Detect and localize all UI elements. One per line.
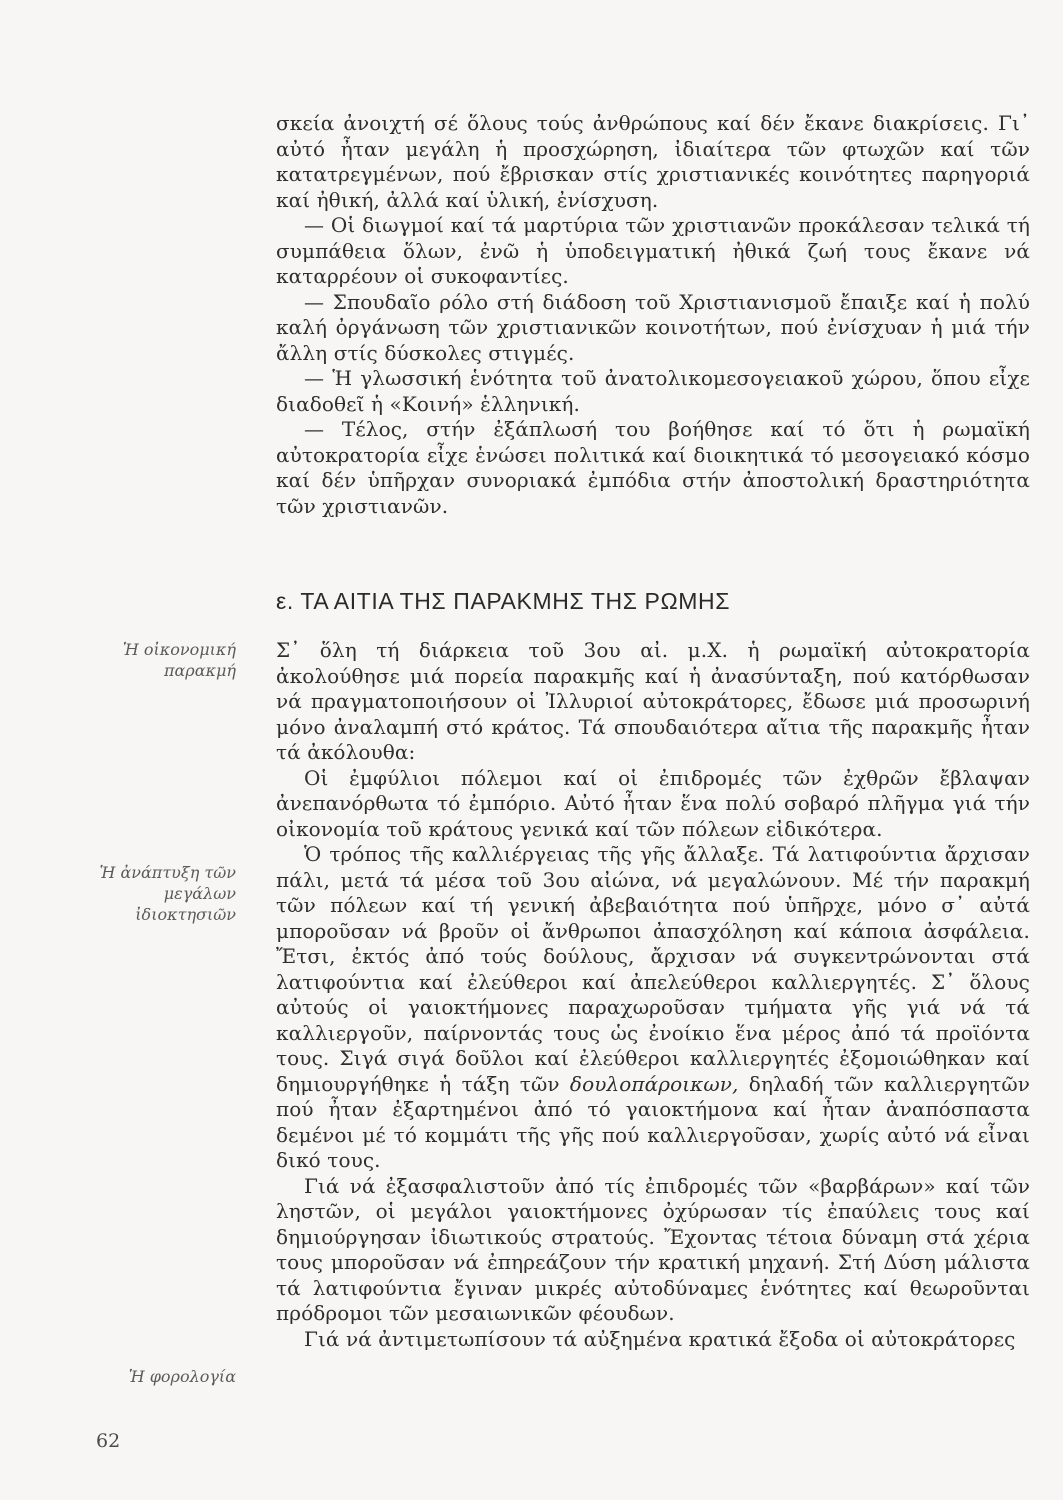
paragraph: Γιά νά ἐξασφαλιστοῦν ἀπό τίς ἐπιδρομές τῶν «βαρβάρων» καί τῶν ληστῶν, οἱ μεγάλοι γαιοκτήμονες ὀχύρωσαν τίς ἐπαύλεις τους καί δημιούργησαν ἰδιωτικούς στρατούς. Ἔχοντας τέτοια δύναμη στά χέρια τους μποροῦσαν νά ἐπηρεάζουν τήν κρατική μηχανή. Στή Δύση μάλιστα τά λατιφούντια ἔγιναν μικρές αὐτοδύναμες ἑνότητες καί θεωροῦνται πρόδρομοι τῶν μεσαιωνικῶν φέουδων. — [276, 1173, 1030, 1325]
page-number: 62 — [96, 1430, 121, 1452]
paragraph: — Τέλος, στήν ἐξάπλωσή του βοήθησε καί τό ὅτι ἡ ρωμαϊκή αὐτοκρατορία εἶχε ἑνώσει πολιτικά καί διοικητικά τό μεσογειακό κόσμο καί δέν ὑπῆρχαν συνοριακά ἐμπόδια στήν ἀποστολική δραστηριότητα τῶν χριστιανῶν. — [276, 417, 1030, 518]
section-heading: ε. ΤΑ ΑΙΤΙΑ ΤΗΣ ΠΑΡΑΚΜΗΣ ΤΗΣ ΡΩΜΗΣ — [276, 588, 731, 614]
top-text-block — [276, 111, 1030, 519]
paragraph: — Οἱ διωγμοί καί τά μαρτύρια τῶν χριστιανῶν προκάλεσαν τελικά τή συμπάθεια ὅλων, ἐνῶ ἡ ὑποδειγματική ἠθικά ζωή τους ἔκανε νά καταρρέουν οἱ συκοφαντίες. — [276, 213, 1030, 288]
paragraph — [276, 842, 1030, 1174]
margin-note-large-estates: Ἡ ἀνάπτυξη τῶν μεγάλων ἰδιοκτησιῶν — [99, 863, 236, 924]
main-text-block — [276, 638, 1030, 1352]
paragraph: Γιά νά ἀντιμετωπίσουν τά αὐξημένα κρατικά ἔξοδα οἱ αὐτοκράτορες — [304, 1326, 1016, 1351]
italic-term: δουλοπάροικων, — [569, 1071, 739, 1096]
paragraph-text: Ὁ τρόπος τῆς καλλιέργειας τῆς γῆς ἄλλαξε. Τά λατιφούντια ἄρχισαν πάλι, μετά τά μέσα τοῦ 3ου αἰώνα, νά μεγαλώνουν. Μέ τήν παρακμή τῶν πόλεων καί τή γενική ἀβεβαιότητα πού ὑπῆρχε, μόνο σ᾽ αὐτά μποροῦσαν νά βροῦν οἱ ἄνθρωποι ἀπασχόληση καί κάποια ἀσφάλεια. Ἔτσι, ἐκτός ἀπό τούς δούλους, ἄρχισαν νά συγκεντρώνονται στά λατιφούντια καί ἐλεύθεροι καί ἀπελεύθεροι καλλιεργητές. Σ᾽ ὅλους αὐτούς οἱ γαιοκτήμονες παραχωροῦσαν τμήματα γῆς γιά νά τά καλλιεργοῦν, παίρνοντάς τους ὡς ἐνοίκιο ἕνα μέρος ἀπό τά προϊόντα τους. Σιγά σιγά δοῦλοι καί ἐλεύθεροι καλλιεργητές ἐξομοιώθηκαν καί δημιουργήθηκε ἡ τάξη τῶν — [276, 842, 1030, 1096]
margin-note-economic-decline: Ἡ οἰκονομική παρακμή — [122, 640, 236, 680]
paragraph: — Σπουδαῖο ρόλο στή διάδοση τοῦ Χριστιανισμοῦ ἔπαιξε καί ἡ πολύ καλή ὀργάνωση τῶν χριστιανικῶν κοινοτήτων, πού ἐνίσχυαν ἡ μιά τήν ἄλλη στίς δύσκολες στιγμές. — [276, 289, 1030, 365]
paragraph: σκεία ἀνοιχτή σέ ὅλους τούς ἀνθρώπους καί δέν ἔκανε διακρίσεις. Γι᾽ αὐτό ἦταν μεγάλη ἡ προσχώρηση, ἰδιαίτερα τῶν φτωχῶν καί τῶν κατατρεγμένων, πού ἔβρισκαν στίς χριστιανικές κοινότητες παρηγοριά καί ἠθική, ἀλλά καί ὑλική, ἐνίσχυση. — [276, 111, 1030, 212]
margin-note-taxation: Ἡ φορολογία — [128, 1367, 236, 1386]
paragraph: Οἱ ἐμφύλιοι πόλεμοι καί οἱ ἐπιδρομές τῶν ἐχθρῶν ἔβλαψαν ἀνεπανόρθωτα τό ἐμπόριο. Αὐτό ἦταν ἕνα πολύ σοβαρό πλῆγμα γιά τήν οἰκονομία τοῦ κράτους γενικά καί τῶν πόλεων εἰδικότερα. — [276, 765, 1030, 841]
paragraph: — Ἡ γλωσσική ἑνότητα τοῦ ἀνατολικομεσογειακοῦ χώρου, ὅπου εἶχε διαδοθεῖ ἡ «Κοινή» ἑλληνική. — [276, 366, 1030, 416]
paragraph: Σ᾽ ὅλη τή διάρκεια τοῦ 3ου αἰ. μ.Χ. ἡ ρωμαϊκή αὐτοκρατορία ἀκολούθησε μιά πορεία παρακμῆς καί ἡ ἀνασύνταξη, πού κατόρθωσαν νά πραγματοποιήσουν οἱ Ἰλλυριοί αὐτοκράτορες, ἔδωσε μιά προσωρινή μόνο ἀναλαμπή στό κράτος. Τά σπουδαιότερα αἴτια τῆς παρακμῆς ἦταν τά ἀκόλουθα: — [276, 638, 1030, 764]
paragraph-text: δηλαδή τῶν καλλιεργητῶν πού ἦταν ἐξαρτημένοι ἀπό τό γαιοκτήμονα καί ἦταν ἀναπόσπαστα δεμένοι μέ τό κομμάτι τῆς γῆς πού καλλιεργοῦσαν, χωρίς αὐτό νά εἶναι δικό τους. — [276, 1071, 1030, 1172]
